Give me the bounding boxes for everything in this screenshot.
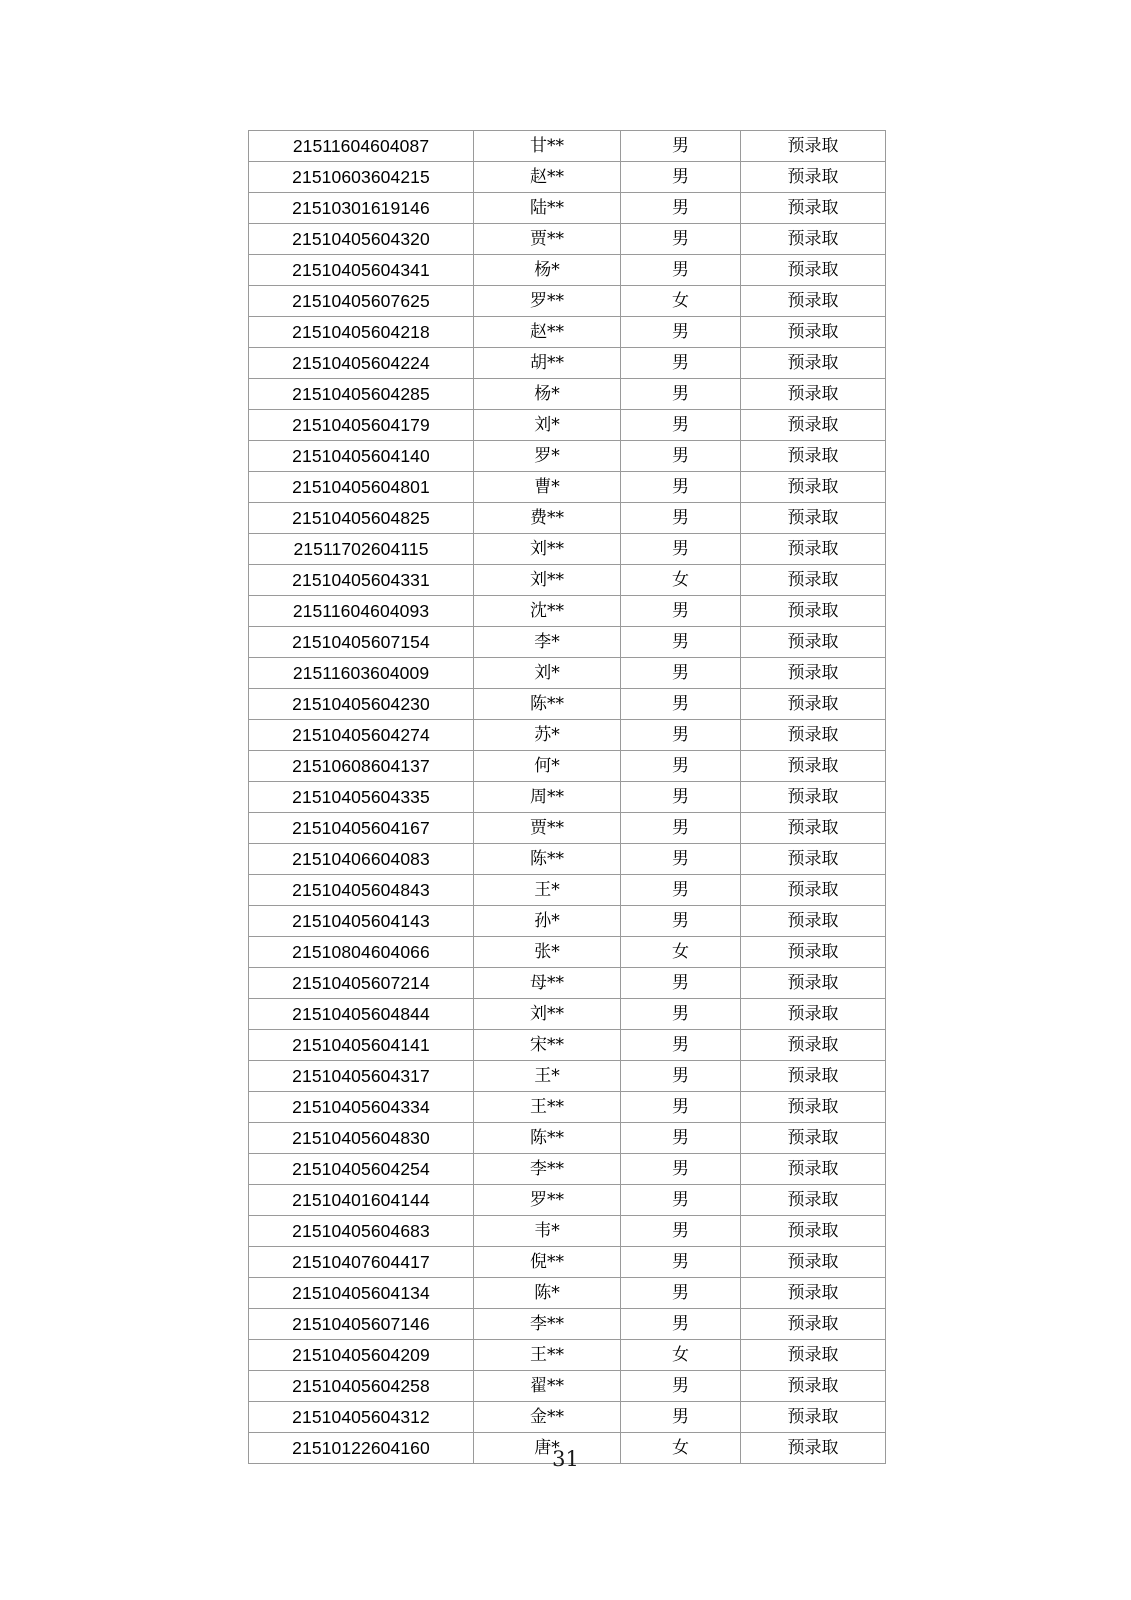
table-cell-candidate-id: 21511603604009 bbox=[249, 658, 474, 689]
table-row bbox=[249, 224, 886, 255]
table-cell-name: 贾** bbox=[474, 224, 621, 255]
table-cell-status: 预录取 bbox=[741, 596, 886, 627]
table-cell-candidate-id: 21510405607146 bbox=[249, 1309, 474, 1340]
table-cell-name: 韦* bbox=[474, 1216, 621, 1247]
table-cell-status: 预录取 bbox=[741, 937, 886, 968]
table-cell-status: 预录取 bbox=[741, 627, 886, 658]
table-cell-status: 预录取 bbox=[741, 286, 886, 317]
table-cell-gender: 女 bbox=[621, 1340, 741, 1371]
table-cell-gender: 男 bbox=[621, 348, 741, 379]
table-cell-gender: 男 bbox=[621, 224, 741, 255]
table-cell-gender: 男 bbox=[621, 720, 741, 751]
table-cell-gender: 男 bbox=[621, 999, 741, 1030]
table-cell-candidate-id: 21510405604335 bbox=[249, 782, 474, 813]
table-cell-candidate-id: 21510405604143 bbox=[249, 906, 474, 937]
table-cell-candidate-id: 21510405604320 bbox=[249, 224, 474, 255]
table-row bbox=[249, 782, 886, 813]
table-cell-candidate-id: 21510405604179 bbox=[249, 410, 474, 441]
table-row bbox=[249, 534, 886, 565]
table-cell-status: 预录取 bbox=[741, 689, 886, 720]
table-cell-candidate-id: 21510405607154 bbox=[249, 627, 474, 658]
table-cell-candidate-id: 21510401604144 bbox=[249, 1185, 474, 1216]
table-cell-name: 赵** bbox=[474, 162, 621, 193]
table-cell-status: 预录取 bbox=[741, 1092, 886, 1123]
table-cell-candidate-id: 21510405604317 bbox=[249, 1061, 474, 1092]
table-cell-gender: 男 bbox=[621, 162, 741, 193]
table-cell-status: 预录取 bbox=[741, 379, 886, 410]
table-cell-name: 苏* bbox=[474, 720, 621, 751]
table-cell-status: 预录取 bbox=[741, 193, 886, 224]
table-cell-name: 刘* bbox=[474, 410, 621, 441]
table-cell-name: 赵** bbox=[474, 317, 621, 348]
table-cell-name: 刘** bbox=[474, 999, 621, 1030]
table-row bbox=[249, 1092, 886, 1123]
table-cell-name: 陈** bbox=[474, 689, 621, 720]
table-cell-gender: 男 bbox=[621, 782, 741, 813]
table-cell-gender: 男 bbox=[621, 968, 741, 999]
table-cell-status: 预录取 bbox=[741, 968, 886, 999]
table-cell-status: 预录取 bbox=[741, 1340, 886, 1371]
table-cell-name: 刘** bbox=[474, 534, 621, 565]
table-cell-name: 杨* bbox=[474, 379, 621, 410]
table-row bbox=[249, 1371, 886, 1402]
table-cell-gender: 男 bbox=[621, 751, 741, 782]
table-cell-status: 预录取 bbox=[741, 1154, 886, 1185]
table-cell-name: 胡** bbox=[474, 348, 621, 379]
table-row bbox=[249, 193, 886, 224]
table-cell-gender: 女 bbox=[621, 286, 741, 317]
table-cell-name: 李** bbox=[474, 1154, 621, 1185]
roster-table-body bbox=[249, 131, 886, 1464]
table-cell-name: 曹* bbox=[474, 472, 621, 503]
table-cell-gender: 女 bbox=[621, 565, 741, 596]
table-cell-name: 罗** bbox=[474, 1185, 621, 1216]
table-cell-candidate-id: 21510405604140 bbox=[249, 441, 474, 472]
table-cell-name: 金** bbox=[474, 1402, 621, 1433]
table-cell-status: 预录取 bbox=[741, 1371, 886, 1402]
table-cell-candidate-id: 21510122604160 bbox=[249, 1433, 474, 1464]
table-row bbox=[249, 1061, 886, 1092]
table-cell-name: 陈* bbox=[474, 1278, 621, 1309]
table-row bbox=[249, 131, 886, 162]
table-cell-name: 周** bbox=[474, 782, 621, 813]
table-cell-status: 预录取 bbox=[741, 441, 886, 472]
table-cell-gender: 男 bbox=[621, 379, 741, 410]
table-cell-candidate-id: 21510405604830 bbox=[249, 1123, 474, 1154]
table-cell-gender: 男 bbox=[621, 1216, 741, 1247]
table-cell-candidate-id: 21511604604093 bbox=[249, 596, 474, 627]
table-cell-candidate-id: 21510405604258 bbox=[249, 1371, 474, 1402]
table-cell-candidate-id: 21510406604083 bbox=[249, 844, 474, 875]
table-cell-candidate-id: 21510405604285 bbox=[249, 379, 474, 410]
table-cell-name: 张* bbox=[474, 937, 621, 968]
table-cell-status: 预录取 bbox=[741, 162, 886, 193]
table-cell-candidate-id: 21510405604254 bbox=[249, 1154, 474, 1185]
table-row bbox=[249, 162, 886, 193]
table-cell-name: 陆** bbox=[474, 193, 621, 224]
table-cell-status: 预录取 bbox=[741, 1123, 886, 1154]
table-cell-name: 李** bbox=[474, 1309, 621, 1340]
table-cell-name: 罗** bbox=[474, 286, 621, 317]
table-cell-gender: 男 bbox=[621, 317, 741, 348]
table-cell-status: 预录取 bbox=[741, 999, 886, 1030]
table-row bbox=[249, 1216, 886, 1247]
table-cell-gender: 男 bbox=[621, 1030, 741, 1061]
table-cell-candidate-id: 21510405604209 bbox=[249, 1340, 474, 1371]
table-cell-name: 费** bbox=[474, 503, 621, 534]
table-cell-status: 预录取 bbox=[741, 751, 886, 782]
table-cell-status: 预录取 bbox=[741, 782, 886, 813]
table-cell-name: 陈** bbox=[474, 844, 621, 875]
table-row bbox=[249, 1123, 886, 1154]
table-cell-candidate-id: 21510405604218 bbox=[249, 317, 474, 348]
table-cell-gender: 女 bbox=[621, 1433, 741, 1464]
table-cell-gender: 男 bbox=[621, 503, 741, 534]
table-cell-gender: 男 bbox=[621, 472, 741, 503]
table-cell-gender: 男 bbox=[621, 441, 741, 472]
table-cell-candidate-id: 21510405604825 bbox=[249, 503, 474, 534]
table-cell-status: 预录取 bbox=[741, 906, 886, 937]
table-cell-candidate-id: 21511604604087 bbox=[249, 131, 474, 162]
table-cell-status: 预录取 bbox=[741, 317, 886, 348]
table-row bbox=[249, 441, 886, 472]
table-cell-gender: 男 bbox=[621, 627, 741, 658]
table-cell-gender: 男 bbox=[621, 131, 741, 162]
table-row bbox=[249, 689, 886, 720]
table-cell-status: 预录取 bbox=[741, 1247, 886, 1278]
table-row bbox=[249, 1402, 886, 1433]
table-cell-gender: 男 bbox=[621, 193, 741, 224]
roster-table-container bbox=[248, 130, 885, 1464]
table-cell-status: 预录取 bbox=[741, 1309, 886, 1340]
table-cell-candidate-id: 21510405604312 bbox=[249, 1402, 474, 1433]
table-row bbox=[249, 472, 886, 503]
table-cell-candidate-id: 21510405604341 bbox=[249, 255, 474, 286]
table-cell-name: 翟** bbox=[474, 1371, 621, 1402]
table-row bbox=[249, 720, 886, 751]
table-cell-gender: 男 bbox=[621, 1123, 741, 1154]
table-cell-candidate-id: 21510603604215 bbox=[249, 162, 474, 193]
table-cell-candidate-id: 21510407604417 bbox=[249, 1247, 474, 1278]
table-row bbox=[249, 1185, 886, 1216]
table-cell-status: 预录取 bbox=[741, 503, 886, 534]
table-row bbox=[249, 1309, 886, 1340]
table-cell-gender: 男 bbox=[621, 1247, 741, 1278]
table-cell-status: 预录取 bbox=[741, 658, 886, 689]
table-cell-candidate-id: 21510405604801 bbox=[249, 472, 474, 503]
table-cell-status: 预录取 bbox=[741, 255, 886, 286]
table-cell-gender: 男 bbox=[621, 1309, 741, 1340]
table-cell-candidate-id: 21510405604134 bbox=[249, 1278, 474, 1309]
table-cell-candidate-id: 21510405607214 bbox=[249, 968, 474, 999]
table-cell-candidate-id: 21510405604683 bbox=[249, 1216, 474, 1247]
table-cell-name: 刘* bbox=[474, 658, 621, 689]
table-cell-candidate-id: 21510608604137 bbox=[249, 751, 474, 782]
table-cell-gender: 男 bbox=[621, 1371, 741, 1402]
table-cell-status: 预录取 bbox=[741, 224, 886, 255]
table-row bbox=[249, 813, 886, 844]
table-cell-status: 预录取 bbox=[741, 720, 886, 751]
table-cell-status: 预录取 bbox=[741, 565, 886, 596]
table-cell-name: 倪** bbox=[474, 1247, 621, 1278]
table-cell-candidate-id: 21510405604167 bbox=[249, 813, 474, 844]
table-row bbox=[249, 348, 886, 379]
table-cell-name: 王** bbox=[474, 1340, 621, 1371]
table-row bbox=[249, 317, 886, 348]
table-row bbox=[249, 627, 886, 658]
table-row bbox=[249, 937, 886, 968]
table-cell-name: 贾** bbox=[474, 813, 621, 844]
table-cell-name: 何* bbox=[474, 751, 621, 782]
table-cell-status: 预录取 bbox=[741, 1402, 886, 1433]
table-cell-status: 预录取 bbox=[741, 472, 886, 503]
table-cell-gender: 男 bbox=[621, 1154, 741, 1185]
table-cell-candidate-id: 21510405604141 bbox=[249, 1030, 474, 1061]
table-row bbox=[249, 379, 886, 410]
table-cell-name: 杨* bbox=[474, 255, 621, 286]
table-row bbox=[249, 906, 886, 937]
table-cell-gender: 男 bbox=[621, 813, 741, 844]
table-cell-candidate-id: 21510804604066 bbox=[249, 937, 474, 968]
table-row bbox=[249, 255, 886, 286]
table-cell-status: 预录取 bbox=[741, 1030, 886, 1061]
table-row bbox=[249, 751, 886, 782]
table-cell-name: 陈** bbox=[474, 1123, 621, 1154]
table-cell-gender: 男 bbox=[621, 875, 741, 906]
table-cell-candidate-id: 21510301619146 bbox=[249, 193, 474, 224]
table-cell-status: 预录取 bbox=[741, 1061, 886, 1092]
table-cell-gender: 男 bbox=[621, 1278, 741, 1309]
table-cell-candidate-id: 21510405604230 bbox=[249, 689, 474, 720]
table-cell-name: 唐* bbox=[474, 1433, 621, 1464]
table-cell-gender: 男 bbox=[621, 1185, 741, 1216]
table-cell-gender: 男 bbox=[621, 534, 741, 565]
table-cell-gender: 男 bbox=[621, 658, 741, 689]
table-cell-name: 母** bbox=[474, 968, 621, 999]
table-cell-candidate-id: 21510405604331 bbox=[249, 565, 474, 596]
table-cell-name: 刘** bbox=[474, 565, 621, 596]
table-cell-status: 预录取 bbox=[741, 1433, 886, 1464]
table-cell-name: 罗* bbox=[474, 441, 621, 472]
table-cell-status: 预录取 bbox=[741, 844, 886, 875]
page-number: 31 bbox=[552, 1447, 579, 1471]
table-row bbox=[249, 999, 886, 1030]
table-row bbox=[249, 1030, 886, 1061]
table-cell-candidate-id: 21510405607625 bbox=[249, 286, 474, 317]
roster-table bbox=[248, 130, 886, 1464]
table-cell-candidate-id: 21510405604334 bbox=[249, 1092, 474, 1123]
table-row bbox=[249, 968, 886, 999]
table-cell-candidate-id: 21510405604843 bbox=[249, 875, 474, 906]
table-row bbox=[249, 596, 886, 627]
table-cell-name: 王* bbox=[474, 875, 621, 906]
table-row bbox=[249, 565, 886, 596]
table-row bbox=[249, 1154, 886, 1185]
table-row bbox=[249, 1247, 886, 1278]
table-row bbox=[249, 1278, 886, 1309]
table-row bbox=[249, 410, 886, 441]
table-cell-gender: 女 bbox=[621, 937, 741, 968]
table-cell-name: 沈** bbox=[474, 596, 621, 627]
table-cell-name: 李* bbox=[474, 627, 621, 658]
table-cell-candidate-id: 21510405604274 bbox=[249, 720, 474, 751]
table-row bbox=[249, 844, 886, 875]
table-cell-gender: 男 bbox=[621, 1402, 741, 1433]
table-cell-name: 甘** bbox=[474, 131, 621, 162]
table-cell-candidate-id: 21510405604224 bbox=[249, 348, 474, 379]
table-cell-name: 王** bbox=[474, 1092, 621, 1123]
table-cell-gender: 男 bbox=[621, 410, 741, 441]
table-cell-status: 预录取 bbox=[741, 348, 886, 379]
table-cell-status: 预录取 bbox=[741, 410, 886, 441]
table-cell-status: 预录取 bbox=[741, 813, 886, 844]
table-cell-name: 王* bbox=[474, 1061, 621, 1092]
table-cell-gender: 男 bbox=[621, 689, 741, 720]
table-cell-name: 宋** bbox=[474, 1030, 621, 1061]
table-row bbox=[249, 875, 886, 906]
table-cell-status: 预录取 bbox=[741, 1185, 886, 1216]
table-cell-gender: 男 bbox=[621, 844, 741, 875]
table-cell-gender: 男 bbox=[621, 255, 741, 286]
table-cell-status: 预录取 bbox=[741, 534, 886, 565]
table-cell-candidate-id: 21511702604115 bbox=[249, 534, 474, 565]
table-cell-candidate-id: 21510405604844 bbox=[249, 999, 474, 1030]
table-cell-status: 预录取 bbox=[741, 1278, 886, 1309]
table-cell-gender: 男 bbox=[621, 1061, 741, 1092]
table-cell-status: 预录取 bbox=[741, 1216, 886, 1247]
table-row bbox=[249, 658, 886, 689]
table-row bbox=[249, 286, 886, 317]
table-cell-gender: 男 bbox=[621, 596, 741, 627]
table-cell-status: 预录取 bbox=[741, 131, 886, 162]
table-row bbox=[249, 1340, 886, 1371]
table-cell-gender: 男 bbox=[621, 906, 741, 937]
table-cell-gender: 男 bbox=[621, 1092, 741, 1123]
table-cell-name: 孙* bbox=[474, 906, 621, 937]
table-cell-status: 预录取 bbox=[741, 875, 886, 906]
table-row bbox=[249, 503, 886, 534]
